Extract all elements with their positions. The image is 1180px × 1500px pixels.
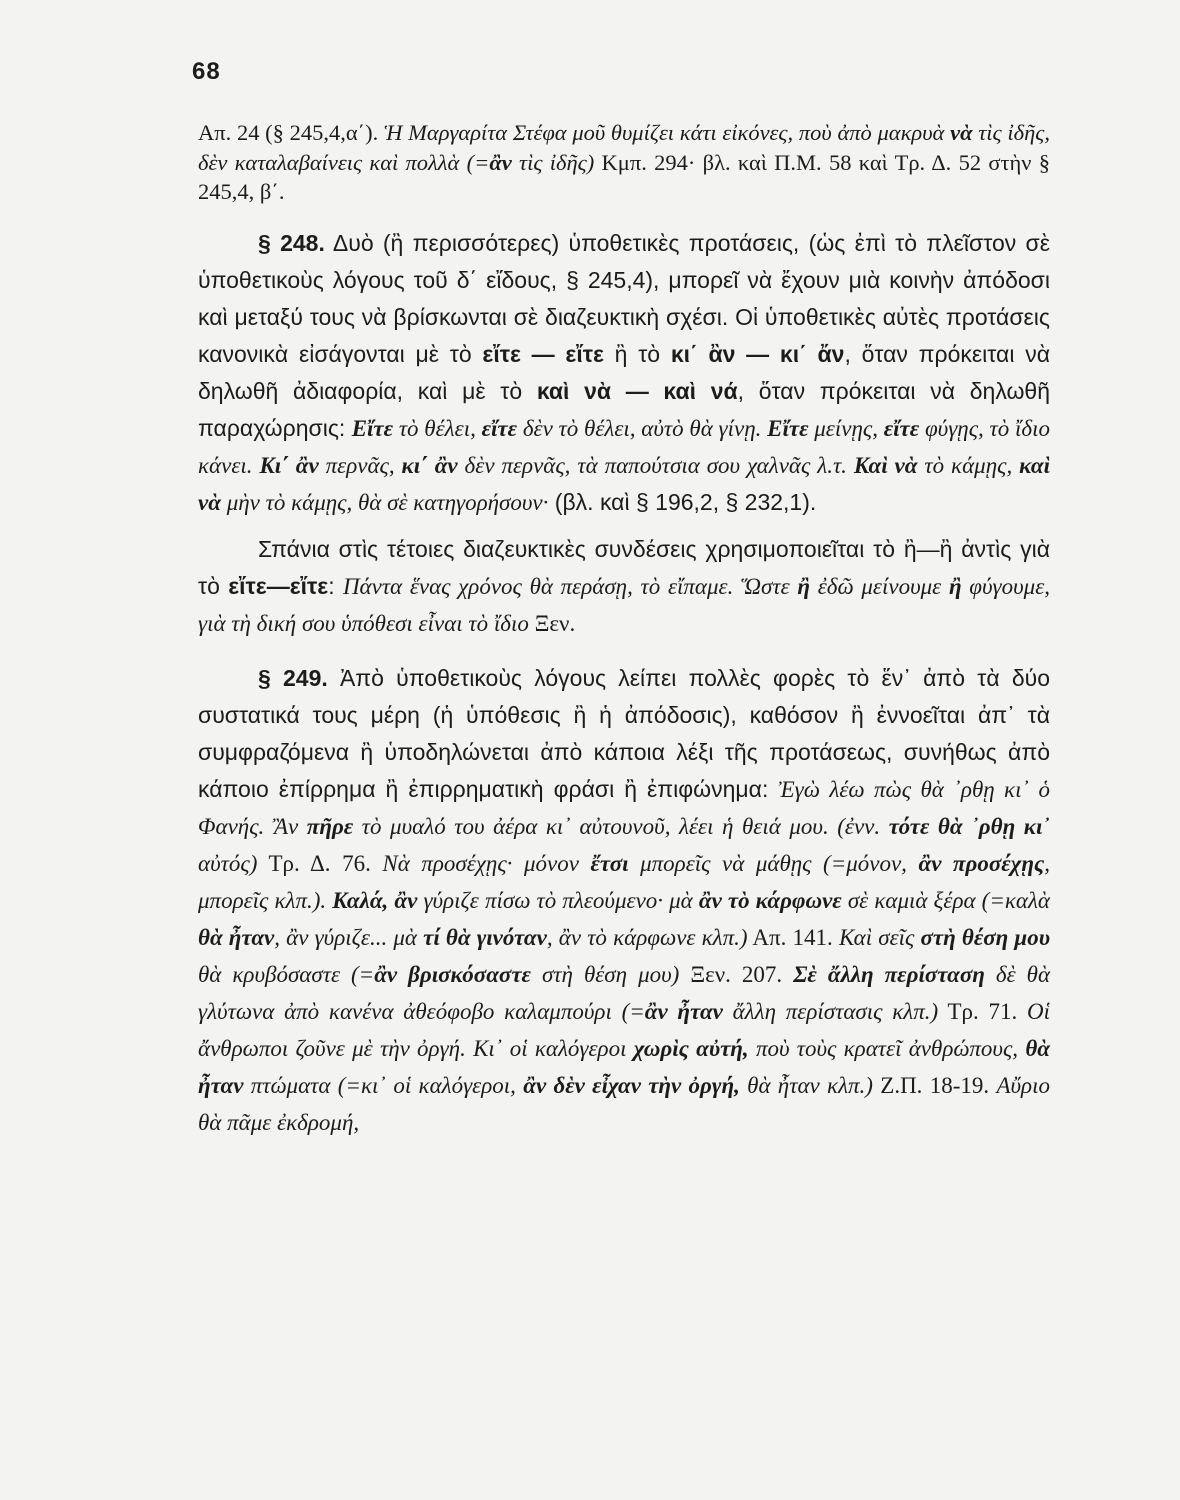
example-italic: φύγουμε, γιὰ τὴ δική σου ὑπόθεσι εἶναι τὸ ἴδιο: [198, 573, 1051, 636]
text-run: , ὅταν πρόκειται νὰ δηλωθῆ ἀδιαφορία, καὶ μὲ τὸ: [198, 340, 1050, 404]
reference-text: Ξεν. 207.: [679, 961, 794, 987]
reference-text: Κμπ. 294· βλ. καὶ Π.Μ. 58 καὶ Τρ. Δ. 52 στὴν § 245,4, β΄.: [198, 149, 1051, 204]
example-italic: Ἡ Μαργαρίτα Στέφα μοῦ θυμίζει κάτι εἰκόνες, ποὺ ἀπὸ μακρυὰ: [384, 120, 951, 145]
paragraph-rare-usage: [198, 531, 1050, 642]
emphasis-bold: ἂν: [489, 149, 512, 175]
emphasis-bold: ἂν προσέχῃς: [918, 850, 1045, 876]
emphasis-bold: χωρὶς αὐτή,: [633, 1035, 749, 1061]
emphasis-bold: νὰ: [950, 120, 973, 145]
example-italic: θὰ ἦταν κλπ.): [739, 1072, 873, 1098]
section-number: § 248.: [258, 229, 325, 256]
emphasis-bold: καὶ νὰ: [198, 452, 1050, 515]
example-italic: σὲ καμιὰ ξέρα (=καλὰ: [841, 887, 1050, 913]
reference-text: Τρ. 71.: [938, 998, 1027, 1024]
example-italic: ἐδῶ μείνουμε: [810, 573, 949, 599]
reference-text: (βλ. καὶ § 196,2, § 232,1).: [548, 488, 817, 515]
example-italic: περνᾶς,: [318, 452, 402, 478]
emphasis-bold: στὴ θέση μου: [920, 924, 1050, 950]
example-italic: Καὶ σεῖς: [838, 924, 921, 950]
emphasis-bold: Εἴτε: [767, 415, 809, 441]
example-italic: τὶς ἰδῆς): [511, 149, 595, 175]
example-italic: τὸ μυαλό του ἀέρα κι᾿ αὐτουνοῦ, λέει ἡ θειά μου. (ἐνν.: [353, 813, 889, 839]
emphasis-bold: ἂν τὸ κάρφωνε: [698, 887, 842, 913]
example-italic: , ἂν τὸ κάρφωνε κλπ.): [546, 924, 748, 950]
example-italic: πτώματα (=κι᾿ οἱ καλόγεροι,: [243, 1072, 524, 1098]
emphasis-bold: Καλά, ἂν: [332, 887, 418, 913]
reference-text: Ξεν.: [528, 610, 576, 636]
example-italic: τὶς ἰδῆς, δὲν καταλαβαίνεις καὶ πολλὰ (=: [198, 120, 1051, 175]
example-italic: μείνῃς,: [808, 415, 884, 441]
keyword-bold: κι΄ ἂν — κι΄ ἄν: [670, 340, 845, 367]
emphasis-bold: ἂν δὲν εἶχαν τὴν ὀργή,: [523, 1072, 740, 1098]
emphasis-bold: κι΄ ἂν: [401, 452, 458, 478]
section-249: [198, 660, 1050, 1141]
text-run: Σπάνια στὶς τέτοιες διαζευκτικὲς συνδέσεις χρησιμοποιεῖται τὸ ἢ—ἢ ἀντὶς γιὰ τὸ: [198, 535, 1050, 599]
text-run: Απ. 24 (§ 245,4,α΄).: [198, 120, 384, 145]
section-248: [198, 225, 1050, 521]
text-run: Ἀπὸ ὑποθετικοὺς λόγους λείπει πολλὲς φορὲς τὸ ἕν᾿ ἀπὸ τὰ δύο συστατικά τους μέρη (ἡ ὑπόθεσις ἢ ἡ ἀπόδοσις), καθόσον ἢ ἐννοεῖται ἀπ᾿ τὰ συμφραζόμενα ἢ ὑποδηλώνεται ἀπὸ κάποια λέξι τῆς προτάσεως, συνήθως ἀπὸ κάποιο ἐπίρρημα ἢ ἐπιρρηματικὴ φράσι ἢ ἐπιφώνημα:: [198, 664, 1050, 802]
page-number: 68: [192, 58, 221, 85]
text-run: ἢ τὸ: [603, 340, 671, 367]
section-number: § 249.: [258, 664, 328, 691]
reference-text: Ζ.Π. 18-19.: [872, 1072, 997, 1098]
text-run: Δυὸ (ἢ περισσότερες) ὑποθετικὲς προτάσεις, (ὡς ἐπὶ τὸ πλεῖστον σὲ ὑποθετικοὺς λόγους τοῦ δ΄ εἴδους, § 245,4), μπορεῖ νὰ ἔχουν μιὰ κοινὴν ἀπόδοσι καὶ μεταξύ τους νὰ βρίσκωνται σὲ διαζευκτικὴ σχέσι. Οἱ ὑποθετικὲς αὐτὲς προτάσεις κανονικὰ εἰσάγονται μὲ τὸ: [198, 229, 1050, 367]
keyword-bold: καὶ νὰ — καὶ νά: [536, 377, 738, 404]
keyword-bold: εἴτε — εἴτε: [482, 340, 604, 367]
text-run: :: [328, 572, 343, 599]
example-italic: δὲν τὸ θέλει, αὐτὸ θὰ γίνῃ.: [517, 415, 768, 441]
emphasis-bold: θὰ ἦταν: [198, 924, 275, 950]
emphasis-bold: Σὲ ἄλλη περίσταση: [793, 961, 985, 987]
example-italic: φύγῃς, τὸ ἴδιο κάνει.: [198, 415, 1050, 478]
example-italic: αὐτός): [198, 850, 258, 876]
example-italic: θὰ κρυβόσαστε (=: [198, 961, 375, 987]
emphasis-bold: θὰ ἦταν: [198, 1035, 1050, 1098]
text-run: , ὅταν πρόκειται νὰ δηλωθῆ παραχώρησις:: [198, 377, 1051, 441]
example-italic: , μπορεῖς κλπ.).: [198, 850, 1050, 913]
emphasis-bold: ἔτσι: [590, 850, 629, 876]
example-italic: στὴ θέση μου): [530, 961, 680, 987]
emphasis-bold: εἴτε: [481, 415, 518, 441]
example-italic: ποὺ τοὺς κρατεῖ ἀνθρώπους,: [748, 1035, 1026, 1061]
example-italic: Αὔριο θὰ πᾶμε ἐκδρομή,: [198, 1072, 1050, 1135]
example-italic: τὸ θέλει,: [393, 415, 482, 441]
emphasis-bold: εἴτε: [883, 415, 920, 441]
emphasis-bold: Καὶ νὰ: [853, 452, 918, 478]
emphasis-bold: Κι΄ ἂν: [259, 452, 319, 478]
emphasis-bold: ἂν βρισκόσαστε: [374, 961, 531, 987]
example-italic: μπορεῖς νὰ μάθῃς (=μόνον,: [628, 850, 919, 876]
page-body: [198, 118, 1050, 1141]
example-italic: γύριζε πίσω τὸ πλεούμενο· μὰ: [417, 887, 699, 913]
emphasis-bold: ἂν ἦταν: [644, 998, 723, 1024]
example-italic: μὴν τὸ κάμῃς, θὰ σὲ κατηγορήσουν·: [220, 489, 549, 515]
keyword-bold: εἴτε—εἴτε: [228, 572, 329, 599]
example-italic: δὲ θὰ γλύτωνα ἀπὸ κανένα ἀθεόφοβο καλαμπούρι (=: [198, 961, 1051, 1024]
emphasis-bold: πῆρε: [306, 813, 354, 839]
reference-text: Απ. 141.: [747, 924, 839, 950]
emphasis-bold: τότε θὰ ᾿ρθῃ κι᾿: [888, 813, 1050, 839]
example-italic: Οἱ ἄνθρωποι ζοῦνε μὲ τὴν ὀργή. Κι᾿ οἱ καλόγεροι: [198, 998, 1050, 1061]
example-italic: τὸ κάμῃς,: [917, 452, 1020, 478]
example-italic: Πάντα ἕνας χρόνος θὰ περάσῃ, τὸ εἴπαμε. Ὥστε: [342, 573, 798, 599]
reference-text: Τρ. Δ. 76.: [257, 850, 383, 876]
emphasis-bold: ἢ: [948, 573, 962, 599]
example-italic: ἄλλη περίστασις κλπ.): [722, 998, 939, 1024]
emphasis-bold: Εἴτε: [351, 415, 394, 441]
example-italic: Ἐγὼ λέω πὼς θὰ ᾿ρθῃ κι᾿ ὁ Φανής. Ἂν: [198, 776, 1050, 839]
emphasis-bold: τί θὰ γινόταν: [423, 924, 547, 950]
emphasis-bold: ἢ: [797, 573, 810, 599]
example-italic: δὲν περνᾶς, τὰ παπούτσια σου χαλνᾶς λ.τ.: [457, 452, 854, 478]
paragraph-continuation: [198, 118, 1050, 207]
example-italic: Νὰ προσέχῃς· μόνον: [382, 850, 591, 876]
example-italic: , ἂν γύριζε... μὰ: [274, 924, 424, 950]
